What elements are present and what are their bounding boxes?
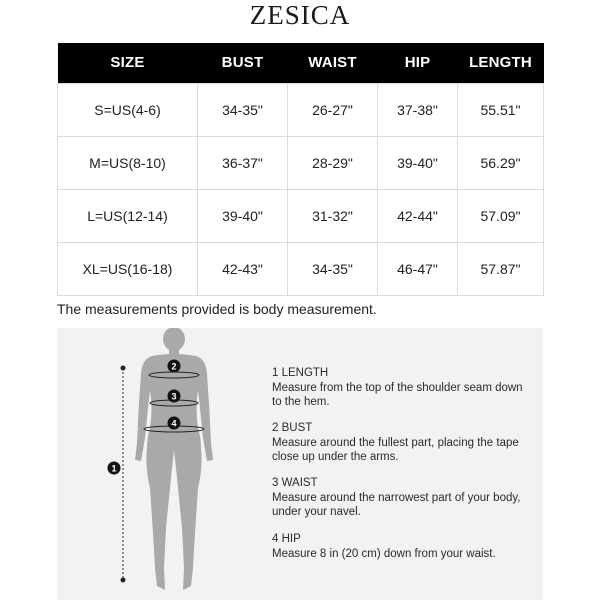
svg-text:4: 4	[171, 418, 177, 429]
guide-item-length	[272, 366, 532, 410]
cell-size: L=US(12-14)	[58, 189, 198, 242]
guide-item-waist	[272, 476, 532, 520]
cell-waist: 34-35"	[288, 242, 378, 295]
table-header-row	[58, 43, 544, 83]
measurement-note: The measurements provided is body measurement.	[57, 301, 377, 317]
svg-text:3: 3	[171, 391, 177, 402]
cell-hip: 37-38"	[378, 83, 458, 136]
cell-length: 57.87"	[458, 242, 544, 295]
cell-bust: 39-40"	[198, 189, 288, 242]
cell-bust: 36-37"	[198, 136, 288, 189]
marker-2	[168, 360, 181, 373]
brand-logo: ZESICA	[249, 0, 351, 30]
cell-length: 56.29"	[458, 136, 544, 189]
guide-item-title: 2 BUST	[272, 422, 313, 434]
guide-item-desc: Measure from the top of the shoulder seam down to the hem.	[272, 381, 523, 408]
table-row	[58, 242, 544, 295]
guide-item-title: 1 LENGTH	[272, 367, 329, 379]
header-waist: WAIST	[288, 43, 378, 83]
cell-size: S=US(4-6)	[58, 83, 198, 136]
cell-hip: 42-44"	[378, 189, 458, 242]
body-figure-illustration	[57, 328, 257, 600]
size-chart-table	[57, 43, 544, 296]
measurement-guide-panel	[57, 328, 543, 600]
marker-4	[168, 417, 181, 430]
cell-hip: 46-47"	[378, 242, 458, 295]
cell-waist: 28-29"	[288, 136, 378, 189]
svg-text:1: 1	[111, 463, 117, 474]
cell-size: XL=US(16-18)	[58, 242, 198, 295]
guide-item-desc: Measure around the fullest part, placing the tape close up under the arms.	[272, 436, 519, 463]
header-length: LENGTH	[458, 43, 544, 83]
cell-bust: 42-43"	[198, 242, 288, 295]
guide-item-bust	[272, 421, 532, 465]
cell-size: M=US(8-10)	[58, 136, 198, 189]
guide-item-title: 4 HIP	[272, 533, 301, 545]
guide-item-desc: Measure around the narrowest part of your body, under your navel.	[272, 491, 521, 518]
cell-waist: 26-27"	[288, 83, 378, 136]
header-size: SIZE	[58, 43, 198, 83]
cell-waist: 31-32"	[288, 189, 378, 242]
marker-3	[168, 390, 181, 403]
table-row	[58, 189, 544, 242]
header-bust: BUST	[198, 43, 288, 83]
table-row	[58, 136, 544, 189]
guide-item-title: 3 WAIST	[272, 477, 318, 489]
marker-1	[108, 462, 121, 475]
cell-hip: 39-40"	[378, 136, 458, 189]
cell-length: 55.51"	[458, 83, 544, 136]
table-row	[58, 83, 544, 136]
guide-item-desc: Measure 8 in (20 cm) down from your waist.	[272, 547, 496, 560]
cell-bust: 34-35"	[198, 83, 288, 136]
guide-item-hip	[272, 532, 532, 561]
cell-length: 57.09"	[458, 189, 544, 242]
header-hip: HIP	[378, 43, 458, 83]
svg-text:2: 2	[171, 361, 177, 372]
